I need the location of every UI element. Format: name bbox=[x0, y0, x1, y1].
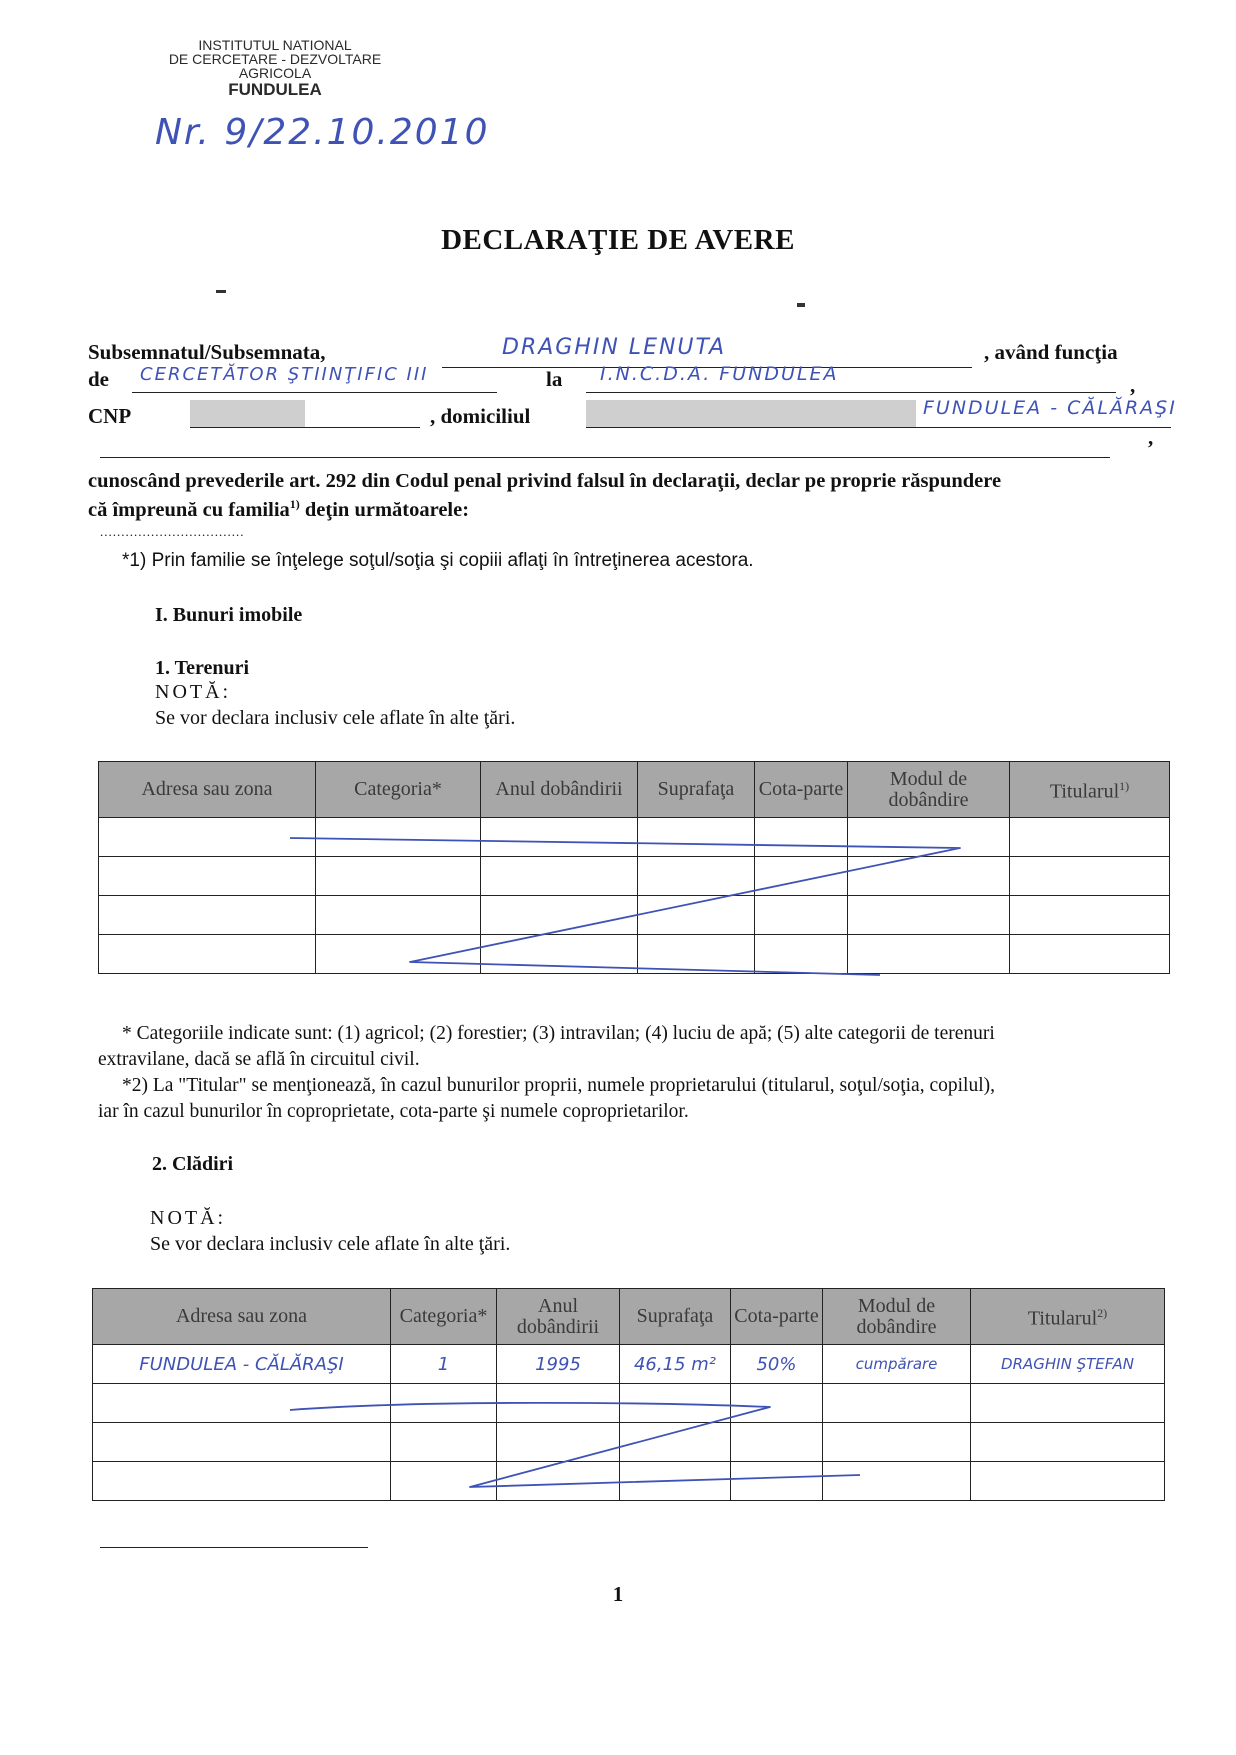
col-header-cota: Cota-parte bbox=[731, 1289, 823, 1345]
institutie-value: I.N.C.D.A. FUNDULEA bbox=[600, 363, 839, 385]
table-cell[interactable]: cumpărare bbox=[823, 1345, 971, 1384]
comma-2: , bbox=[1148, 425, 1154, 449]
titular-header-text: Titularul bbox=[1027, 1307, 1098, 1330]
domiciliu-value: FUNDULEA - CĂLĂRAŞI bbox=[923, 397, 1177, 419]
col-header-modul: Modul de dobândire bbox=[823, 1289, 971, 1345]
footnote-family: *1) Prin familie se înţelege soţul/soţia şi copiii aflaţi în întreţinerea acestora. bbox=[122, 550, 754, 571]
note-titular-2: iar în cazul bunurilor în coproprietate, cota-parte şi numele coproprietarilor. bbox=[98, 1101, 689, 1122]
titular-sup: 1) bbox=[1119, 779, 1130, 794]
de-label: de bbox=[88, 367, 109, 391]
intro-line-2b: deţin următoarele: bbox=[299, 498, 470, 521]
la-label: la bbox=[546, 367, 563, 391]
footnote-rule bbox=[100, 1547, 368, 1548]
stamp-line-2: DE CERCETARE - DEZVOLTARE bbox=[168, 51, 382, 67]
name-value: DRAGHIN LENUTA bbox=[502, 335, 726, 360]
table-cell[interactable]: 50% bbox=[731, 1345, 823, 1384]
subsemnatul-label: Subsemnatul/Subsemnata, bbox=[88, 340, 326, 364]
note-categorii-1: * Categoriile indicate sunt: (1) agricol; (2) forestier; (3) intravilan; (4) luciu de apă; (5) alte categorii de terenuri bbox=[122, 1023, 995, 1044]
titular-sup: 2) bbox=[1097, 1306, 1108, 1321]
col-header-adresa: Adresa sau zona bbox=[93, 1289, 391, 1345]
avand-functia-label: , având funcţia bbox=[984, 340, 1118, 364]
col-header-suprafata: Suprafaţa bbox=[620, 1289, 731, 1345]
subsection-cladiri: 2. Clădiri bbox=[152, 1153, 234, 1175]
cnp-label: CNP bbox=[88, 404, 132, 428]
stamp-line-1: INSTITUTUL NATIONAL bbox=[198, 37, 352, 53]
col-header-anul: Anul dobândirii bbox=[497, 1289, 620, 1345]
document-title: DECLARAŢIE DE AVERE bbox=[441, 224, 795, 256]
col-header-suprafata: Suprafaţa bbox=[638, 762, 755, 818]
table-cell[interactable]: 1995 bbox=[497, 1345, 620, 1384]
col-header-anul: Anul dobândirii bbox=[481, 762, 638, 818]
table-cell[interactable]: DRAGHIN ŞTEFAN bbox=[971, 1345, 1165, 1384]
nota-text-2: Se vor declara inclusiv cele aflate în alte ţări. bbox=[150, 1233, 511, 1255]
col-header-categoria: Categoria* bbox=[316, 762, 481, 818]
table-cell[interactable]: 1 bbox=[391, 1345, 497, 1384]
comma-1: , bbox=[1130, 373, 1136, 397]
subsection-terenuri: 1. Terenuri bbox=[155, 657, 250, 679]
stamp-line-3: AGRICOLA bbox=[238, 65, 312, 81]
note-categorii-2: extravilane, dacă se află în circuitul civil. bbox=[98, 1049, 420, 1070]
domiciliul-label: , domiciliul bbox=[430, 404, 531, 428]
col-header-categoria: Categoria* bbox=[391, 1289, 497, 1345]
familia-sup: 1) bbox=[289, 497, 300, 511]
z-strike-2 bbox=[290, 1403, 860, 1487]
col-header-adresa: Adresa sau zona bbox=[99, 762, 316, 818]
nota-label-2: NOTĂ: bbox=[150, 1207, 227, 1229]
stamp-line-4: FUNDULEA bbox=[228, 80, 322, 99]
col-header-modul: Modul de dobândire bbox=[848, 762, 1010, 818]
section-heading-bunuri-imobile: I. Bunuri imobile bbox=[155, 604, 303, 626]
functia-value: CERCETĂTOR ŞTIINŢIFIC III bbox=[140, 364, 429, 385]
titular-header-text: Titularul bbox=[1049, 780, 1120, 803]
registration-number: Nr. 9/22.10.2010 bbox=[155, 112, 490, 153]
table-cell[interactable]: FUNDULEA - CĂLĂRAŞI bbox=[93, 1345, 391, 1384]
dots-separator: .................................. bbox=[100, 524, 245, 539]
intro-line-2a: că împreună cu familia bbox=[88, 498, 290, 521]
intro-line-1: cunoscând prevederile art. 292 din Codul penal privind falsul în declaraţii, declar pe proprie răspundere bbox=[88, 470, 1002, 492]
nota-label-1: NOTĂ: bbox=[155, 681, 232, 703]
page-number: 1 bbox=[612, 1582, 624, 1606]
nota-text-1: Se vor declara inclusiv cele aflate în alte ţări. bbox=[155, 707, 516, 729]
note-titular-1: *2) La "Titular" se menţionează, în cazul bunurilor proprii, numele proprietarului (titularul, soţul/soţia, copilul), bbox=[122, 1075, 995, 1096]
table-cell[interactable]: 46,15 m² bbox=[620, 1345, 731, 1384]
col-header-cota: Cota-parte bbox=[755, 762, 848, 818]
